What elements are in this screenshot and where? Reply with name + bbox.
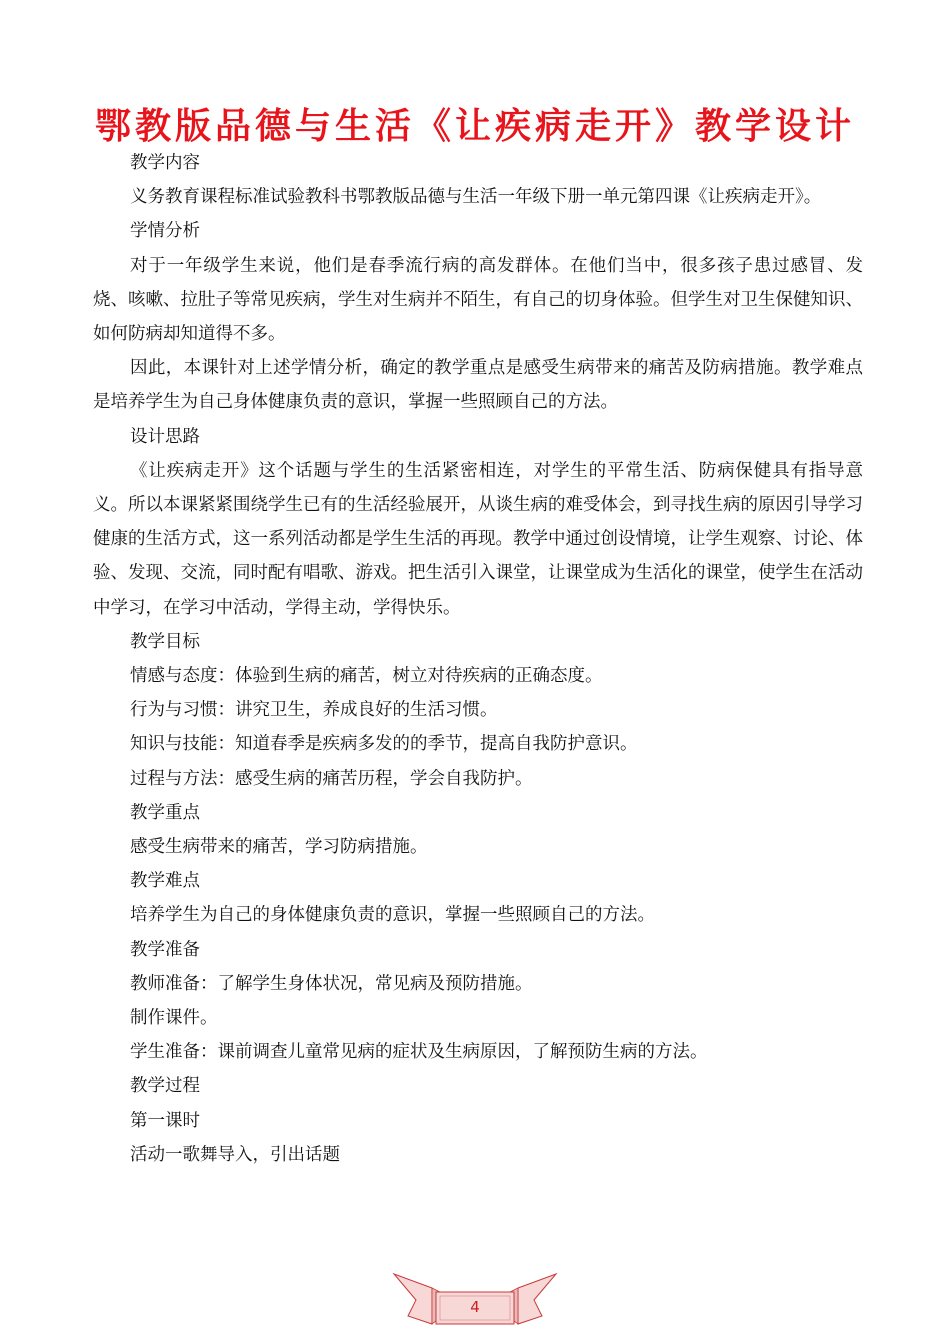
paragraph: 知识与技能：知道春季是疾病多发的的季节，提高自我防护意识。 [130,734,638,755]
section-heading: 教学重点 [130,802,200,823]
paragraph: 因此，本课针对上述学情分析，确定的教学重点是感受生病带来的痛苦及防病措施。教学难点是培养学生为自己身体健康负责的意识，掌握一些照顾自己的方法。 [93,358,863,413]
page-number-ribbon [392,1262,558,1334]
paragraph: 第一课时 [130,1110,200,1131]
section-heading: 教学难点 [130,871,200,892]
paragraph: 活动一歌舞导入，引出话题 [130,1144,340,1165]
section-heading: 学情分析 [130,221,200,242]
page-number: 4 [470,1298,480,1316]
section-heading: 教学目标 [130,631,200,652]
paragraph: 感受生病带来的痛苦，学习防病措施。 [130,837,428,858]
document-body [93,146,863,1172]
section-heading: 设计思路 [130,426,200,447]
paragraph: 制作课件。 [130,1008,218,1029]
paragraph: 教师准备：了解学生身体状况，常见病及预防措施。 [130,973,533,994]
document-title: 鄂教版品德与生活《让疾病走开》教学设计 [94,106,855,147]
paragraph: 情感与态度：体验到生病的痛苦，树立对待疾病的正确态度。 [130,666,603,687]
paragraph: 对于一年级学生来说，他们是春季流行病的高发群体。在他们当中，很多孩子患过感冒、发烧、咳嗽、拉肚子等常见疾病，学生对生病并不陌生，有自己的切身体验。但学生对卫生保健知识、如何防病却知道得不多。 [93,255,863,345]
paragraph: 培养学生为自己的身体健康负责的意识，掌握一些照顾自己的方法。 [130,905,655,926]
paragraph: 过程与方法：感受生病的痛苦历程，学会自我防护。 [130,768,533,789]
section-heading: 教学准备 [130,939,200,960]
section-heading: 教学过程 [130,1076,200,1097]
section-heading: 教学内容 [130,153,200,173]
paragraph: 《让疾病走开》这个话题与学生的生活紧密相连，对学生的平常生活、防病保健具有指导意义。所以本课紧紧围绕学生已有的生活经验展开，从谈生病的难受体会，到寻找生病的原因引导学习健康的生活方式，这一系列活动都是学生生活的再现。教学中通过创设情境，让学生观察、讨论、体验、发现、交流，同时配有唱歌、游戏。把生活引入课堂，让课堂成为生活化的课堂，使学生在活动中学习，在学习中活动，学得主动，学得快乐。 [93,460,863,618]
paragraph: 学生准备：课前调查儿童常见病的症状及生病原因，了解预防生病的方法。 [130,1042,708,1063]
paragraph: 义务教育课程标准试验教科书鄂教版品德与生活一年级下册一单元第四课《让疾病走开》。 [130,187,822,208]
paragraph: 行为与习惯：讲究卫生，养成良好的生活习惯。 [130,700,498,721]
